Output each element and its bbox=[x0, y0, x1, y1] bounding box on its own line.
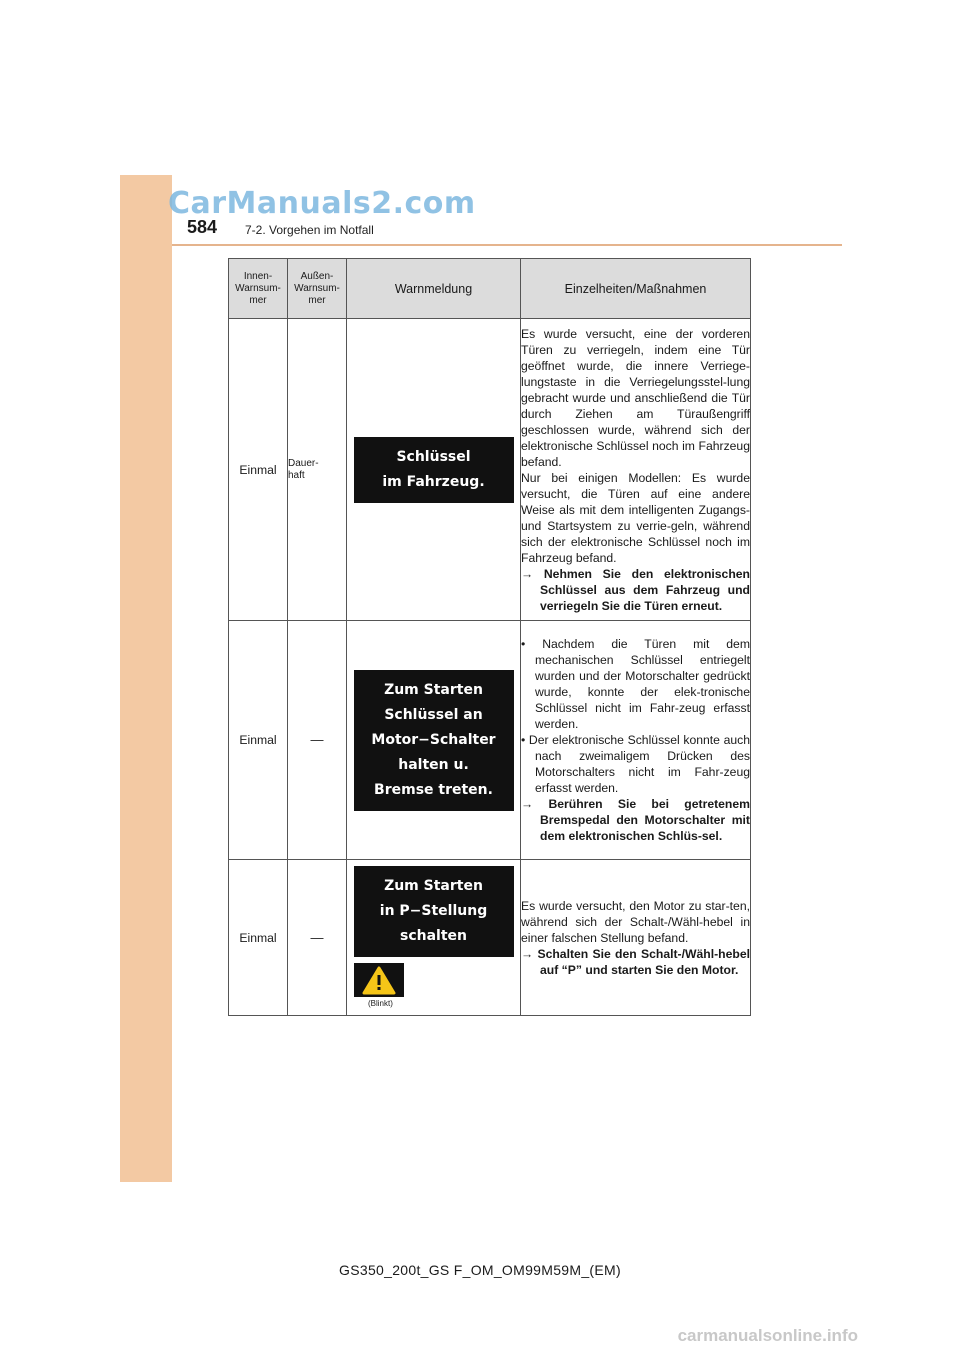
watermark-bottom: carmanualsonline.info bbox=[677, 1326, 858, 1345]
table-row bbox=[229, 860, 751, 1016]
outer-buzzer-cell: — bbox=[288, 621, 347, 860]
warning-message-display: Zum Starten in P−Stellung schalten bbox=[354, 866, 514, 957]
warning-icon-group bbox=[347, 963, 520, 1009]
table-header-row bbox=[229, 259, 751, 319]
header-message: Warnmeldung bbox=[347, 259, 521, 319]
section-title: 7-2. Vorgehen im Notfall bbox=[245, 223, 374, 237]
header-rule bbox=[172, 244, 842, 246]
inner-buzzer-cell: Einmal bbox=[229, 621, 288, 860]
warning-message-display: Schlüssel im Fahrzeug. bbox=[354, 437, 514, 503]
blink-caption: (Blinkt) bbox=[368, 999, 393, 1008]
detail-text: Es wurde versucht, eine der vorderen Türen zu verriegeln, indem eine Tür geöffnet wurde, die innere Verriege-lungstaste in die Verriegelungsstel-lung gebracht wurde und anschließend die Tür durch Ziehen am Türaußengriff geschlossen wurde, während sich der elektronische Schlüssel noch im Fahrzeug befand. bbox=[521, 326, 750, 469]
header-details: Einzelheiten/Maßnahmen bbox=[521, 259, 751, 319]
message-cell bbox=[347, 860, 521, 1016]
action-text: → Berühren Sie bei getretenem Bremspedal den Motorschalter mit dem elektronischen Schlüs-sel. bbox=[521, 797, 750, 843]
table-row bbox=[229, 319, 751, 621]
action-text: → Nehmen Sie den elektronischen Schlüssel aus dem Fahrzeug und verriegeln Sie die Türen erneut. bbox=[521, 566, 750, 613]
message-cell bbox=[347, 319, 521, 621]
header-outer-buzzer bbox=[288, 259, 347, 319]
details-cell bbox=[521, 621, 751, 860]
warning-table bbox=[228, 258, 751, 1016]
page-number: 584 bbox=[187, 217, 218, 237]
inner-buzzer-cell: Einmal bbox=[229, 860, 288, 1016]
inner-buzzer-cell: Einmal bbox=[229, 319, 288, 621]
table-row bbox=[229, 621, 751, 860]
header-inner-buzzer bbox=[229, 259, 288, 319]
message-cell bbox=[347, 621, 521, 860]
outer-buzzer-label: Dauer- haft bbox=[288, 457, 319, 481]
detail-bullet: • Nachdem die Türen mit dem mechanischen Schlüssel entriegelt wurden und der Motorschalter gedrückt wurde, konnte der elek-tronische Schlüssel nicht im Fahr-zeug erfasst werden. bbox=[521, 637, 750, 731]
action-text: → Schalten Sie den Schalt-/Wähl-hebel auf “P” und starten Sie den Motor. bbox=[521, 946, 750, 977]
details-cell bbox=[521, 319, 751, 621]
detail-text: Es wurde versucht, den Motor zu star-ten, während sich der Schalt-/Wähl-hebel in einer falschen Stellung befand. bbox=[521, 898, 750, 945]
header-inner-label: Innen- Warnsum- mer bbox=[235, 270, 281, 306]
warning-message-display: Zum Starten Schlüssel an Motor−Schalter halten u. Bremse treten. bbox=[354, 670, 514, 811]
watermark-top: CarManuals2.com bbox=[168, 186, 476, 221]
header-outer-label: Außen- Warnsum- mer bbox=[294, 270, 340, 306]
outer-buzzer-cell: — bbox=[288, 860, 347, 1016]
detail-bullet: • Der elektronische Schlüssel konnte auch nach zweimaligem Drücken des Motorschalters nicht im Fahr-zeug erfasst werden. bbox=[521, 733, 750, 795]
warning-triangle-icon bbox=[354, 963, 404, 997]
outer-buzzer-cell bbox=[288, 319, 347, 621]
document-code: GS350_200t_GS F_OM_OM99M59M_(EM) bbox=[339, 1262, 621, 1278]
details-cell bbox=[521, 860, 751, 1016]
side-color-band bbox=[120, 175, 172, 1182]
detail-text: Nur bei einigen Modellen: Es wurde versucht, die Türen auf eine andere Weise als mit dem intelligenten Zugangs- und Startsystem zu verrie-geln, während sich der elektronische Schlüssel noch im Fahrzeug befand. bbox=[521, 470, 750, 565]
